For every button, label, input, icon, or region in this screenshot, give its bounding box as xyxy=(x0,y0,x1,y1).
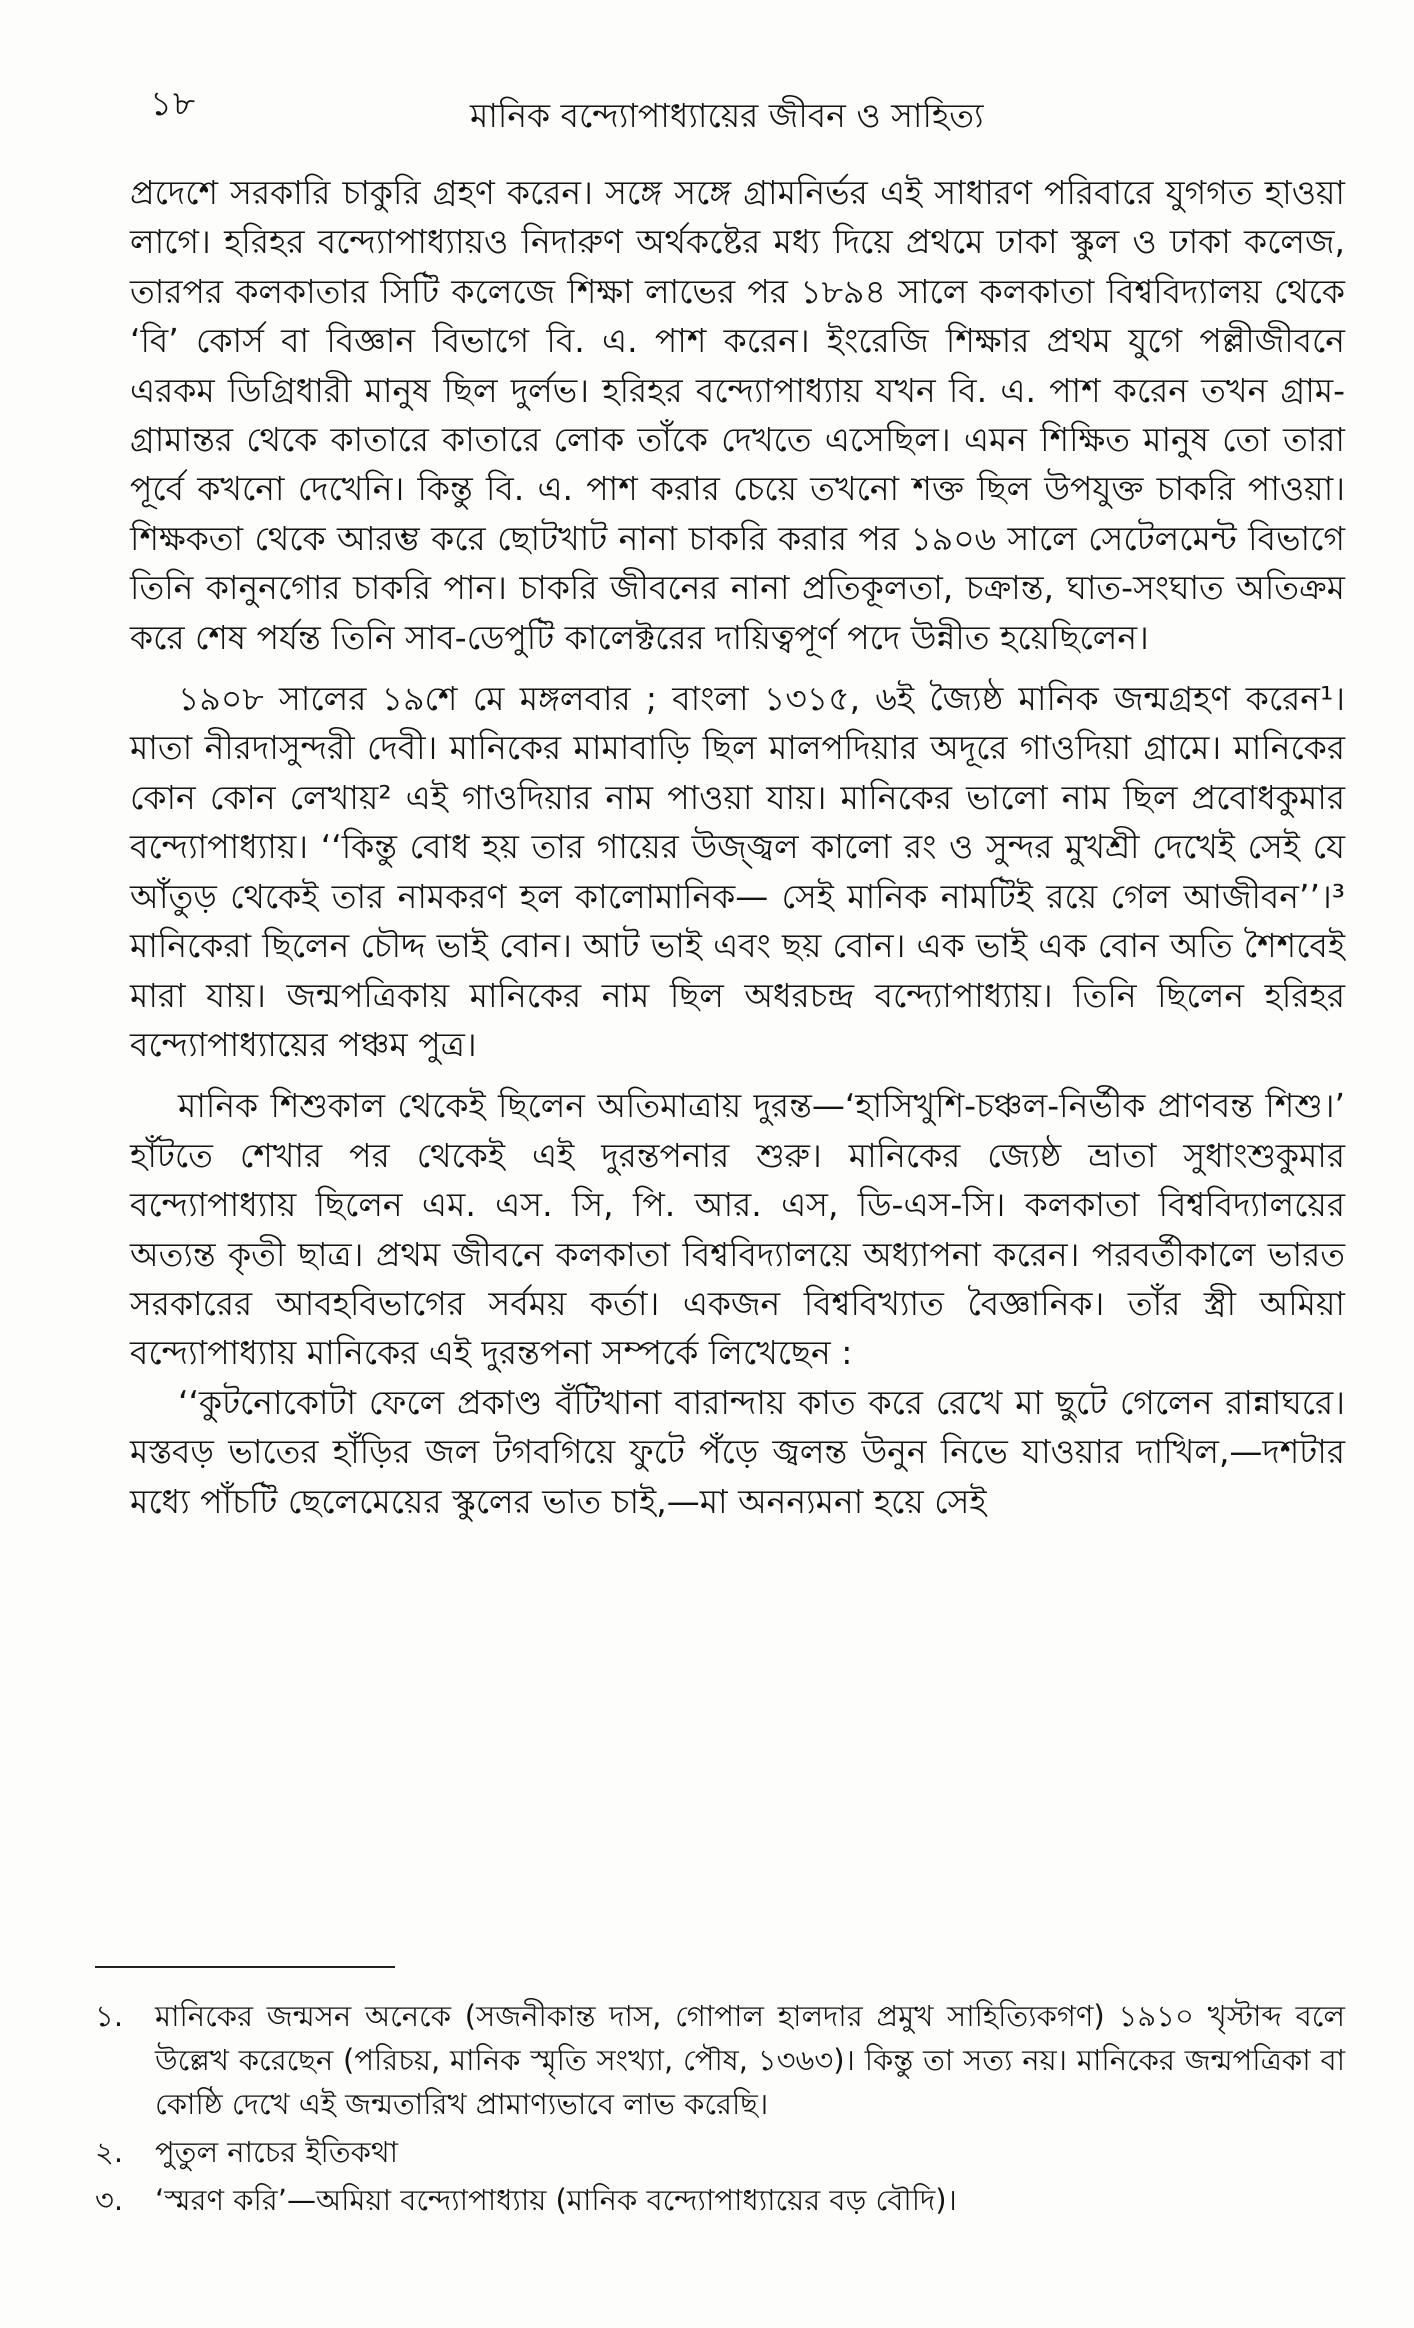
footnote-text: মানিকের জন্মসন অনেকে (সজনীকান্ত দাস, গোপাল হালদার প্রমুখ সাহিত্যিকগণ) ১৯১০ খৃস্টাব্দ বলে উল্লেখ করেছেন (পরিচয়, মানিক স্মৃতি সংখ্যা, পৌষ, ১৩৬৩)। কিন্তু তা সত্য নয়। মানিকের জন্মপত্রিকা বা কোষ্ঠি দেখে এই জন্মতারিখ প্রামাণ্যভাবে লাভ করেছি। xyxy=(155,1999,1345,2121)
main-text xyxy=(130,168,1345,1526)
footnote-number: ২. xyxy=(95,2135,124,2169)
page-header xyxy=(130,78,1350,148)
paragraph: মানিক শিশুকাল থেকেই ছিলেন অতিমাত্রায় দুরন্ত—‘হাসিখুশি-চঞ্চল-নির্ভীক প্রাণবন্ত শিশু।’ হাঁটতে শেখার পর থেকেই এই দুরন্তপনার শুরু। মানিকের জ্যেষ্ঠ ভ্রাতা সুধাংশুকুমার বন্দ্যোপাধ্যায় ছিলেন এম. এস. সি, পি. আর. এস, ডি-এস-সি। কলকাতা বিশ্ববিদ্যালয়ের অত্যন্ত কৃতী ছাত্র। প্রথম জীবনে কলকাতা বিশ্ববিদ্যালয়ে অধ্যাপনা করেন। পরবর্তীকালে ভারত সরকারের আবহবিভাগের সর্বময় কর্তা। একজন বিশ্ববিখ্যাত বৈজ্ঞানিক। তাঁর স্ত্রী অমিয়া বন্দ্যোপাধ্যায় মানিকের এই দুরন্তপনা সম্পর্কে লিখেছেন : xyxy=(130,1086,1345,1373)
footnote-number: ১. xyxy=(95,1999,124,2033)
footnote-text: ‘স্মরণ করি’—অমিয়া বন্দ্যোপাধ্যায় (মানিক বন্দ্যোপাধ্যায়ের বড় বৌদি)। xyxy=(155,2183,957,2217)
footnote-text: পুতুল নাচের ইতিকথা xyxy=(155,2135,399,2169)
paragraph: প্রদেশে সরকারি চাকুরি গ্রহণ করেন। সঙ্গে সঙ্গে গ্রামনির্ভর এই সাধারণ পরিবারে যুগগত হাওয়া লাগে। হরিহর বন্দ্যোপাধ্যায়ও নিদারুণ অর্থকষ্টের মধ্য দিয়ে প্রথমে ঢাকা স্কুল ও ঢাকা কলেজ, তারপর কলকাতার সিটি কলেজে শিক্ষা লাভের পর ১৮৯৪ সালে কলকাতা বিশ্ববিদ্যালয় থেকে ‘বি’ কোর্স বা বিজ্ঞান বিভাগে বি. এ. পাশ করেন। ইংরেজি শিক্ষার প্রথম যুগে পল্লীজীবনে এরকম ডিগ্রিধারী মানুষ ছিল দুর্লভ। হরিহর বন্দ্যোপাধ্যায় যখন বি. এ. পাশ করেন তখন গ্রাম-গ্রামান্তর থেকে কাতারে কাতারে লোক তাঁকে দেখতে এসেছিল। এমন শিক্ষিত মানুষ তো তারা পূর্বে কখনো দেখেনি। কিন্তু বি. এ. পাশ করার চেয়ে তখনো শক্ত ছিল উপযুক্ত চাকরি পাওয়া। শিক্ষকতা থেকে আরম্ভ করে ছোটখাট নানা চাকরি করার পর ১৯০৬ সালে সেটেলমেন্ট বিভাগে তিনি কানুনগোর চাকরি পান। চাকরি জীবনের নানা প্রতিকূলতা, চক্রান্ত, ঘাত-সংঘাত অতিক্রম করে শেষ পর্যন্ত তিনি সাব-ডেপুটি কালেক্টরের দায়িত্বপূর্ণ পদে উন্নীত হয়েছিলেন। xyxy=(130,173,1345,657)
footnote-divider xyxy=(95,1966,395,1968)
quotation-paragraph: ‘‘কুটনোকোটা ফেলে প্রকাণ্ড বঁটিখানা বারান্দায় কাত করে রেখে মা ছুটে গেলেন রান্নাঘরে। মস্তবড় ভাতের হাঁড়ির জল টগবগিয়ে ফুটে পঁড়ে জ্বলন্ত উনুন নিভে যাওয়ার দাখিল,—দশটার মধ্যে পাঁচটি ছেলেমেয়ের স্কুলের ভাত চাই,—মা অনন্যমনা হয়ে সেই xyxy=(130,1382,1345,1521)
running-title: মানিক বন্দ্যোপাধ্যায়ের জীবন ও সাহিত্য xyxy=(470,96,984,135)
footnote-number: ৩. xyxy=(95,2183,124,2217)
footnotes xyxy=(95,1994,1345,2226)
footnote xyxy=(95,2178,1345,2222)
footnote xyxy=(95,2130,1345,2174)
page-number: ১৮ xyxy=(150,84,197,124)
paragraph: ১৯০৮ সালের ১৯শে মে মঙ্গলবার ; বাংলা ১৩১৫, ৬ই জ্যৈষ্ঠ মানিক জন্মগ্রহণ করেন¹। মাতা নীরদাসুন্দরী দেবী। মানিকের মামাবাড়ি ছিল মালপদিয়ার অদূরে গাওদিয়া গ্রামে। মানিকের কোন কোন লেখায়² এই গাওদিয়ার নাম পাওয়া যায়। মানিকের ভালো নাম ছিল প্রবোধকুমার বন্দ্যোপাধ্যায়। ‘‘কিন্তু বোধ হয় তার গায়ের উজ্জ্বল কালো রং ও সুন্দর মুখশ্রী দেখেই সেই যে আঁতুড় থেকেই তার নামকরণ হল কালোমানিক— সেই মানিক নামটিই রয়ে গেল আজীবন’’।³ মানিকেরা ছিলেন চৌদ্দ ভাই বোন। আট ভাই এবং ছয় বোন। এক ভাই এক বোন অতি শৈশবেই মারা যায়। জন্মপত্রিকায় মানিকের নাম ছিল অধরচন্দ্র বন্দ্যোপাধ্যায়। তিনি ছিলেন হরিহর বন্দ্যোপাধ্যায়ের পঞ্চম পুত্র। xyxy=(130,679,1345,1064)
footnote xyxy=(95,1994,1345,2126)
